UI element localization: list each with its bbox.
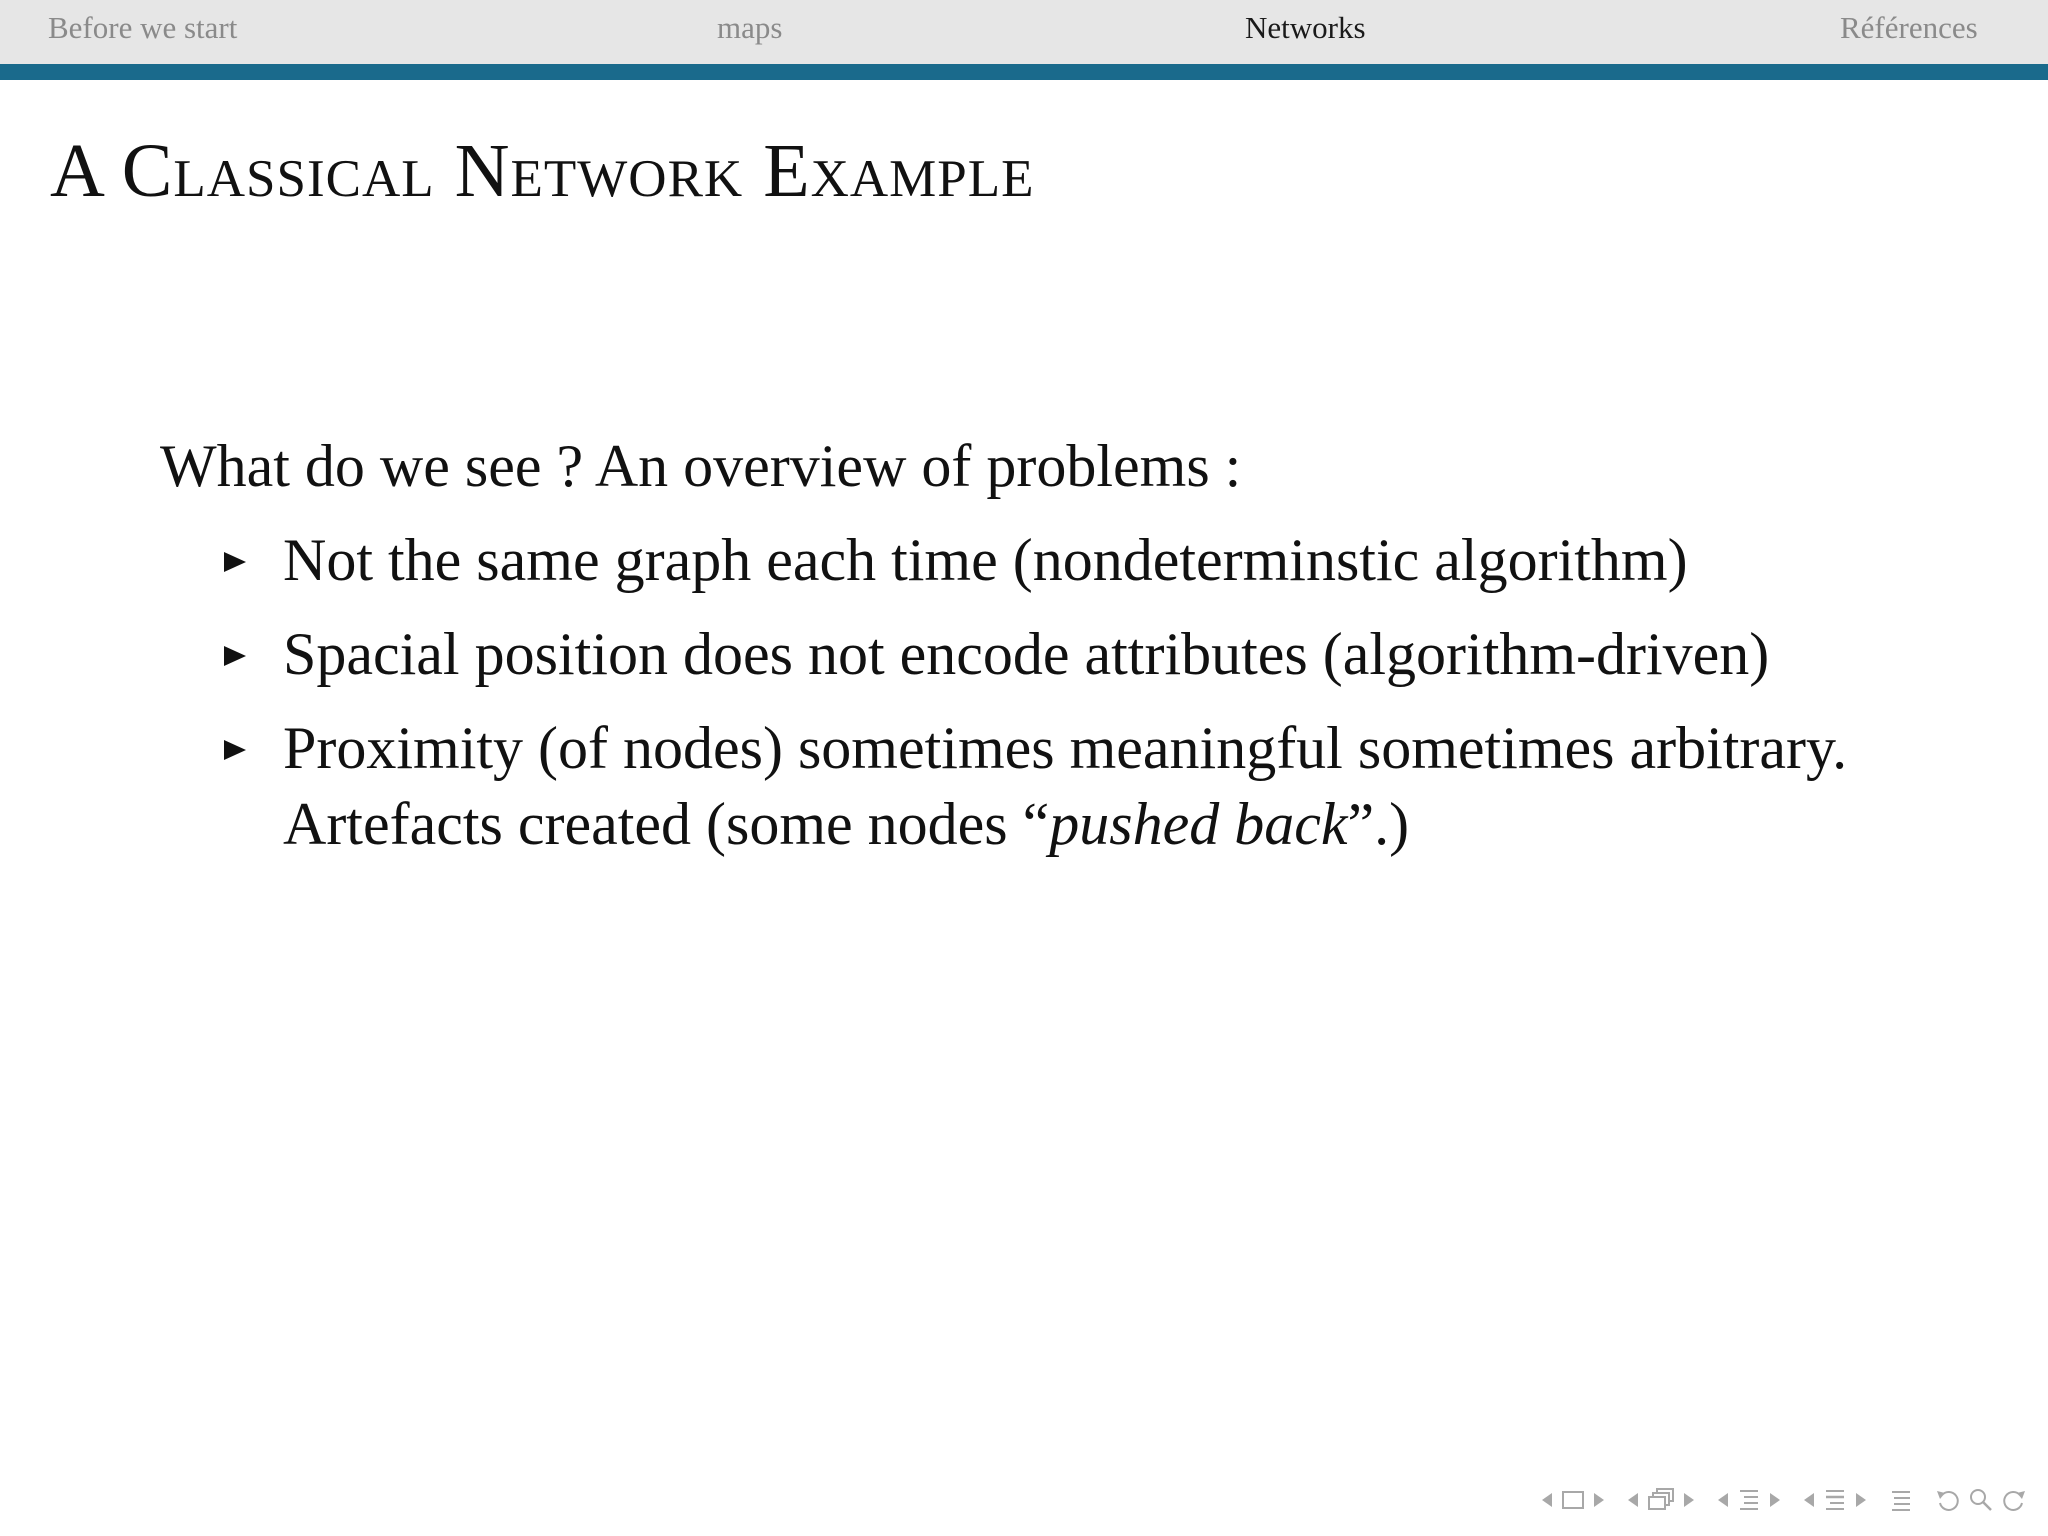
arrow-left-icon[interactable] [1802, 1491, 1816, 1509]
triangle-bullet-icon [222, 616, 248, 692]
emphasized-text: pushed back [1049, 791, 1348, 857]
bullet-item [160, 522, 1980, 598]
bullet-text-part: Proximity (of nodes) sometimes meaningful sometimes arbitrary. Artefacts created (some nodes “ [283, 715, 1848, 857]
frame-icon[interactable] [1560, 1489, 1586, 1511]
redo-icon[interactable] [2000, 1487, 2028, 1513]
frames-icon[interactable] [1646, 1487, 1676, 1513]
bullet-text: Not the same graph each time (nondeterminstic algorithm) [283, 527, 1688, 593]
triangle-bullet-icon [222, 710, 248, 786]
toc-nav-group [1888, 1487, 1914, 1513]
arrow-left-icon[interactable] [1716, 1491, 1730, 1509]
bullet-item [160, 616, 1980, 692]
search-nav-group [1934, 1487, 2028, 1513]
subsection-nav-group [1716, 1487, 1782, 1513]
nav-item-references[interactable]: Références [1840, 10, 1978, 45]
arrow-left-icon[interactable] [1540, 1491, 1554, 1509]
bullet-text-part: ”.) [1347, 791, 1410, 857]
bullet-item [160, 710, 1980, 862]
arrow-right-icon[interactable] [1854, 1491, 1868, 1509]
frames-nav-group [1626, 1487, 1696, 1513]
search-icon[interactable] [1968, 1487, 1994, 1513]
nav-item-maps[interactable]: maps [717, 10, 783, 45]
header-color-bar [0, 64, 2048, 80]
nav-item-before-we-start[interactable]: Before we start [48, 10, 238, 45]
intro-text: What do we see ? An overview of problems : [160, 433, 1242, 499]
nav-item-networks[interactable]: Networks [1245, 10, 1366, 45]
section-icon[interactable] [1822, 1487, 1848, 1513]
bullet-text: Spacial position does not encode attributes (algorithm-driven) [283, 621, 1770, 687]
slide-title: A Classical Network Example [50, 129, 1035, 213]
subsection-icon[interactable] [1736, 1487, 1762, 1513]
undo-icon[interactable] [1934, 1487, 1962, 1513]
bullet-text [283, 715, 1847, 857]
slide-body [160, 428, 1980, 880]
triangle-bullet-icon [222, 522, 248, 598]
section-nav-group [1802, 1487, 1868, 1513]
frame-nav-group [1540, 1489, 1606, 1511]
arrow-right-icon[interactable] [1682, 1491, 1696, 1509]
toc-icon[interactable] [1888, 1487, 1914, 1513]
bullet-list [160, 522, 1980, 862]
arrow-right-icon[interactable] [1768, 1491, 1782, 1509]
arrow-right-icon[interactable] [1592, 1491, 1606, 1509]
beamer-navigation-symbols [1526, 1482, 2028, 1518]
arrow-left-icon[interactable] [1626, 1491, 1640, 1509]
navigation-header [0, 0, 2048, 64]
